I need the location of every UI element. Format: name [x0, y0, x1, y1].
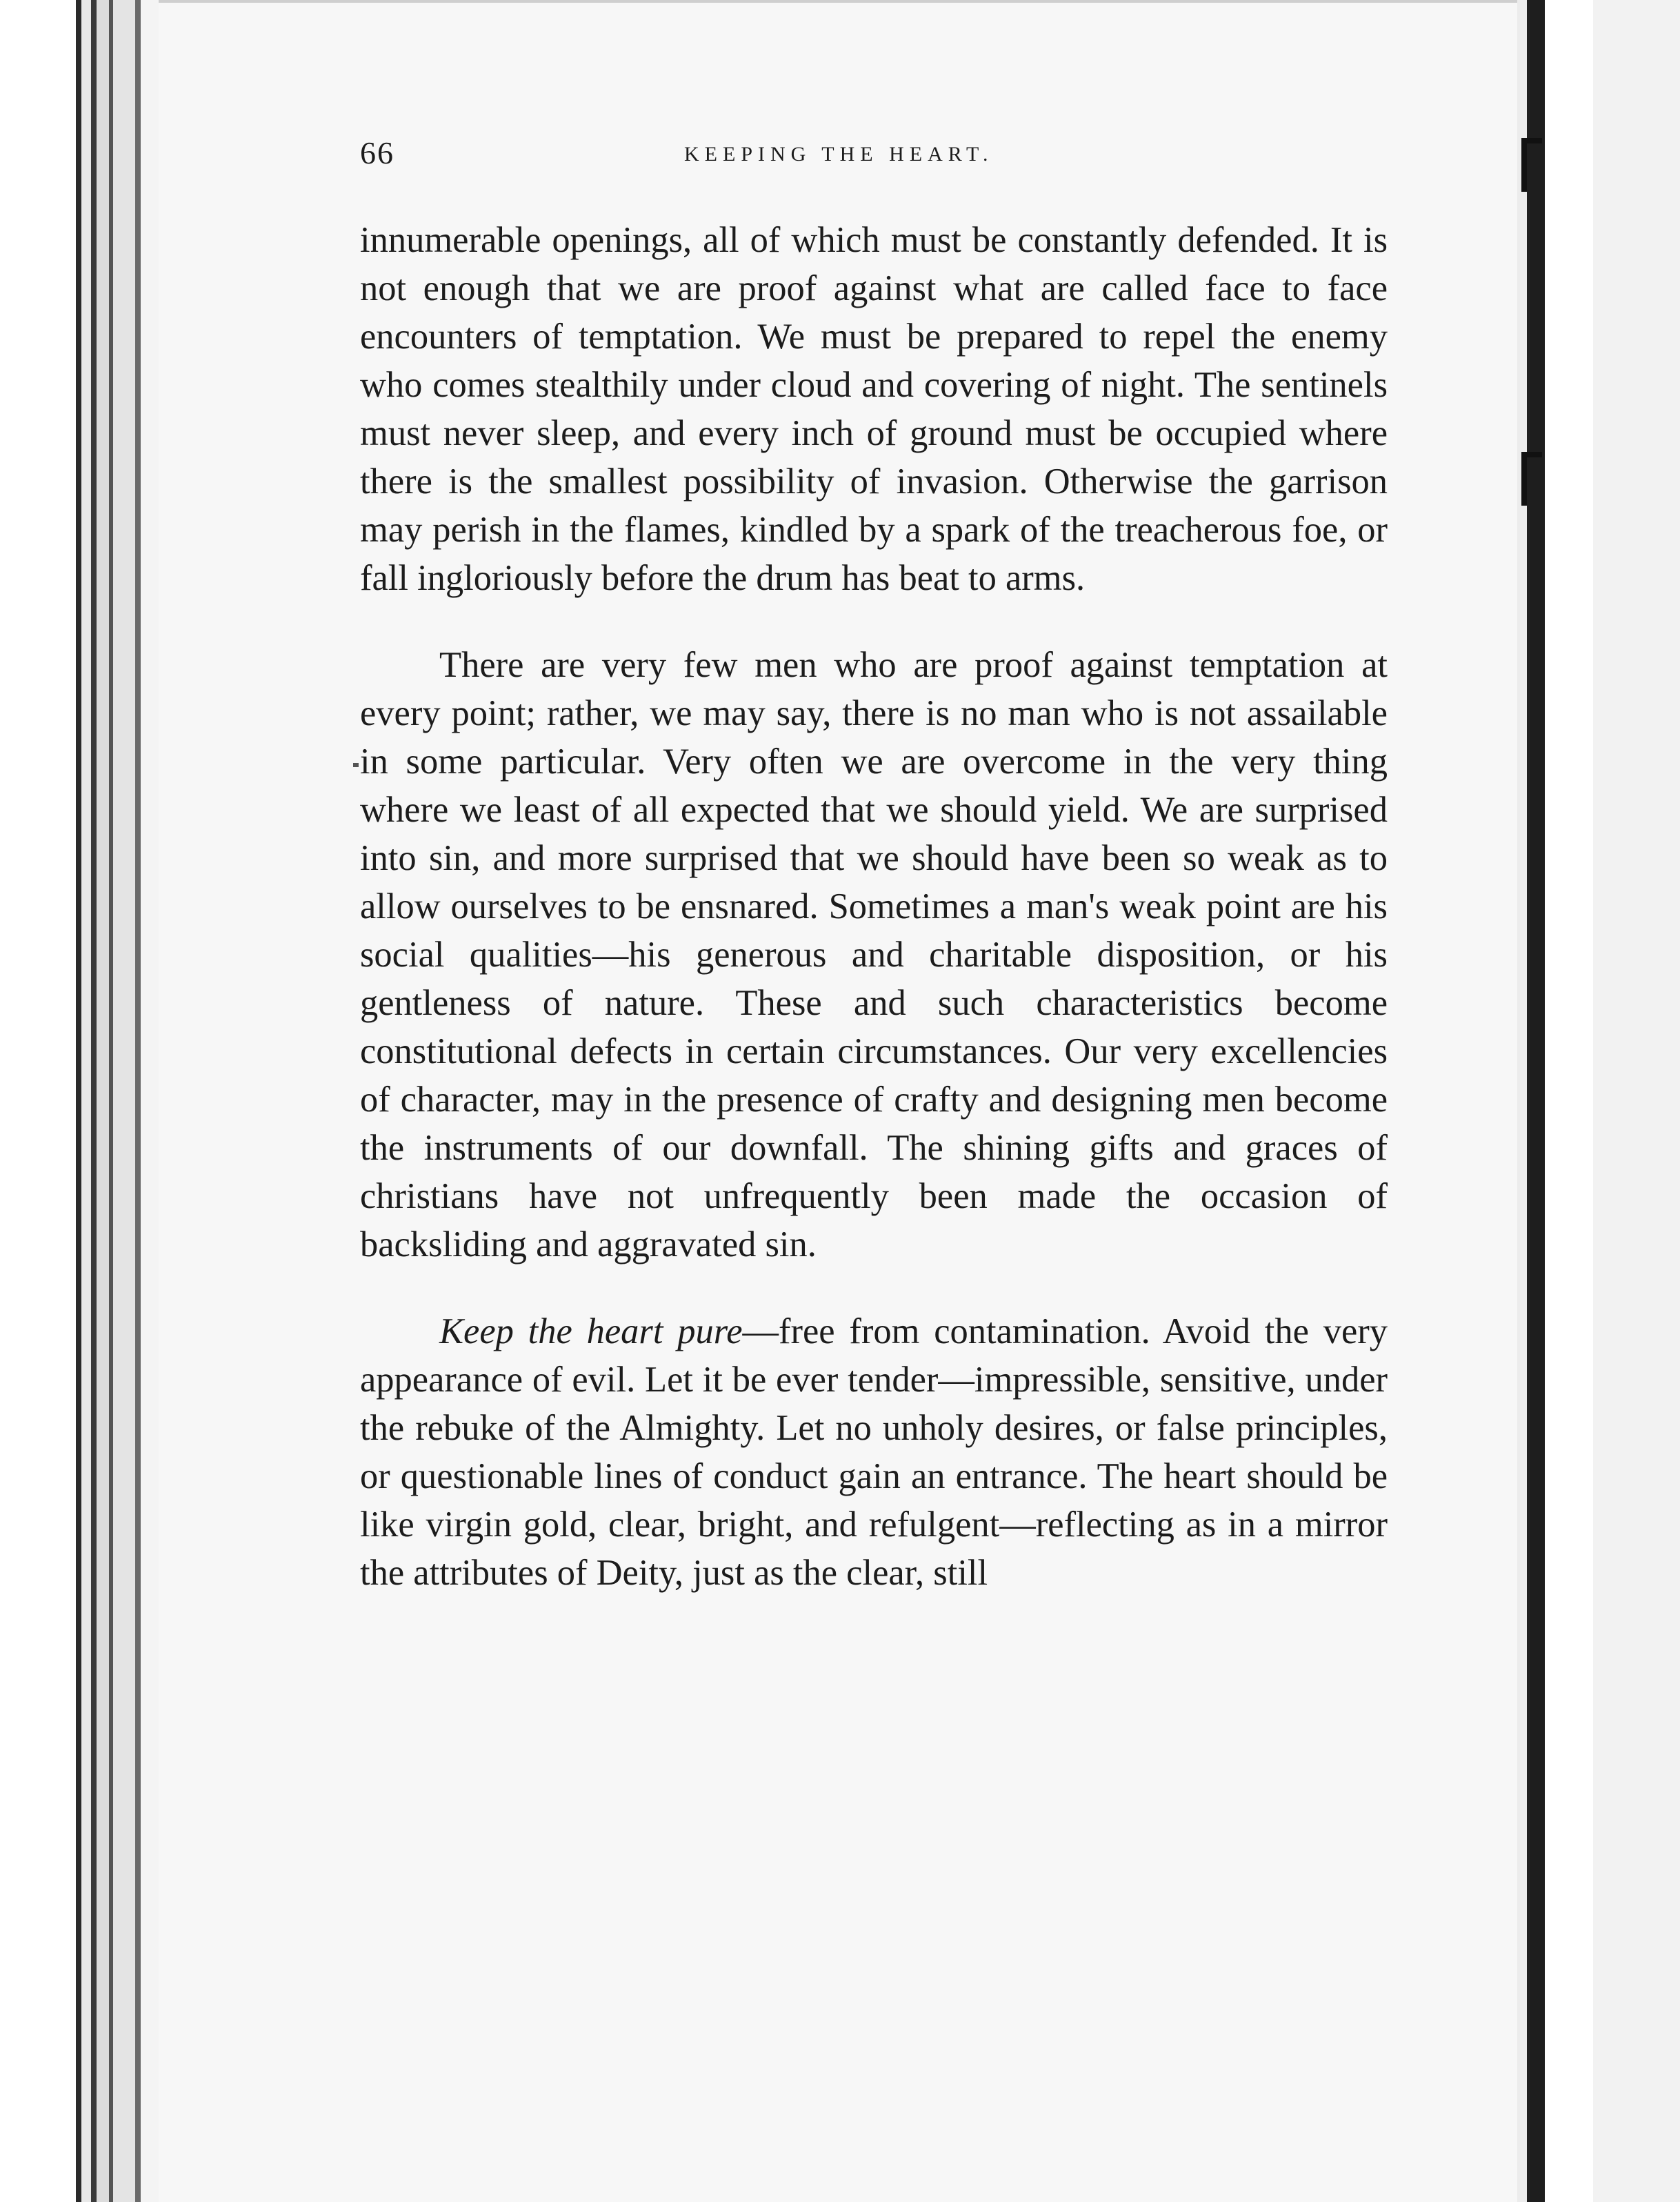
paragraph-3 — [360, 1307, 1388, 1597]
page-content — [360, 135, 1388, 1597]
running-head — [360, 135, 1388, 183]
book-binding-edge — [0, 0, 159, 2202]
paragraph-text: —free from contamination. Avoid the very appearance of evil. Let it be ever tender—impressible, sensitive, under the rebuke of the Almighty. Let no unholy desires, or false principles, or questionable lines of conduct gain an entrance. The heart should be like virgin gold, clear, bright, and refulgent—reflecting as in a mirror the attributes of Deity, just as the clear, still — [360, 1311, 1388, 1593]
edge-mark — [1521, 138, 1542, 192]
paragraph-lead: Keep the heart pure — [439, 1311, 743, 1351]
right-page-edge — [1517, 0, 1680, 2202]
paragraph-text: innumerable openings, all of which must be constantly defended. It is not enough that we are proof against what are called face to face encounters of temptation. We must be prepared to repel the enemy who comes stealthily under cloud and covering of night. The sentinels must never sleep, and every inch of ground must be occupied where there is the smallest possibility of invasion. Otherwise the garrison may perish in the flames, kindled by a spark of the treacherous foe, or fall ingloriously before the drum has beat to arms. — [360, 220, 1388, 598]
edge-mark — [1521, 452, 1542, 506]
ink-speck — [353, 763, 359, 767]
paragraph-1 — [360, 216, 1388, 602]
running-head-title: KEEPING THE HEART. — [684, 143, 994, 166]
paragraph-2 — [360, 641, 1388, 1269]
paragraph-text: There are very few men who are proof against temptation at every point; rather, we may say, there is no man who is not assailable in some particular. Very often we are overcome in the very thing where we least of all expected that we should yield. We are surprised into sin, and more surprised that we should have been so weak as to allow ourselves to be ensnared. Sometimes a man's weak point are his social qualities—his generous and charitable disposition, or his gentleness of nature. These and such characteristics become constitutional defects in certain circumstances. Our very excellencies of character, may in the presence of crafty and designing men become the instruments of our downfall. The shining gifts and graces of christians have not unfrequently been made the occasion of backsliding and aggravated sin. — [360, 645, 1388, 1264]
page-number: 66 — [360, 135, 394, 170]
